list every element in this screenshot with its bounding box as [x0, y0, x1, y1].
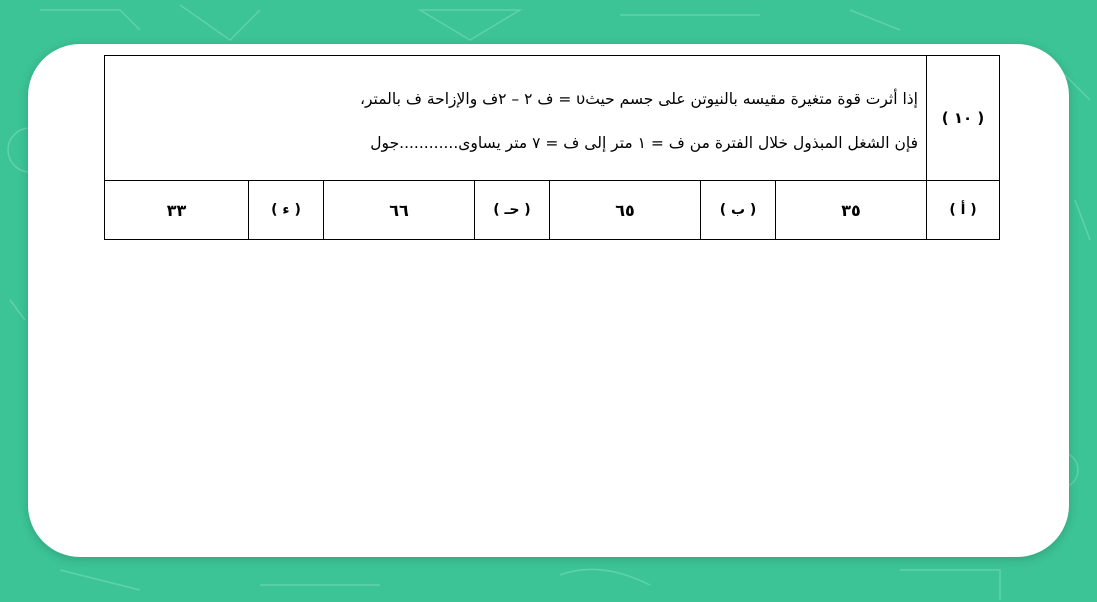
option-a-value[interactable]: ٣٥	[776, 181, 927, 240]
question-line-2: فإن الشغل المبذول خلال الفترة من ف = ١ متر إلى ف = ٧ متر يساوى............جول	[370, 134, 918, 153]
option-d-value[interactable]: ٣٣	[105, 181, 249, 240]
question-number: ( ١٠ )	[927, 56, 1000, 181]
option-a-label[interactable]: ( أ )	[927, 181, 1000, 240]
question-line-1: إذا أثرت قوة متغيرة مقيسه بالنيوتن على جسم حيثυ = ف ٢ – ٢ف والإزاحة ف بالمتر،	[359, 90, 918, 109]
option-c-value[interactable]: ٦٦	[324, 181, 475, 240]
question-row	[105, 56, 1000, 181]
option-d-label[interactable]: ( ء )	[249, 181, 324, 240]
options-row	[105, 181, 1000, 240]
question-table	[104, 55, 1000, 240]
question-text	[105, 56, 927, 181]
option-c-label[interactable]: ( حـ )	[475, 181, 550, 240]
option-b-value[interactable]: ٦٥	[550, 181, 701, 240]
option-b-label[interactable]: ( ب )	[701, 181, 776, 240]
